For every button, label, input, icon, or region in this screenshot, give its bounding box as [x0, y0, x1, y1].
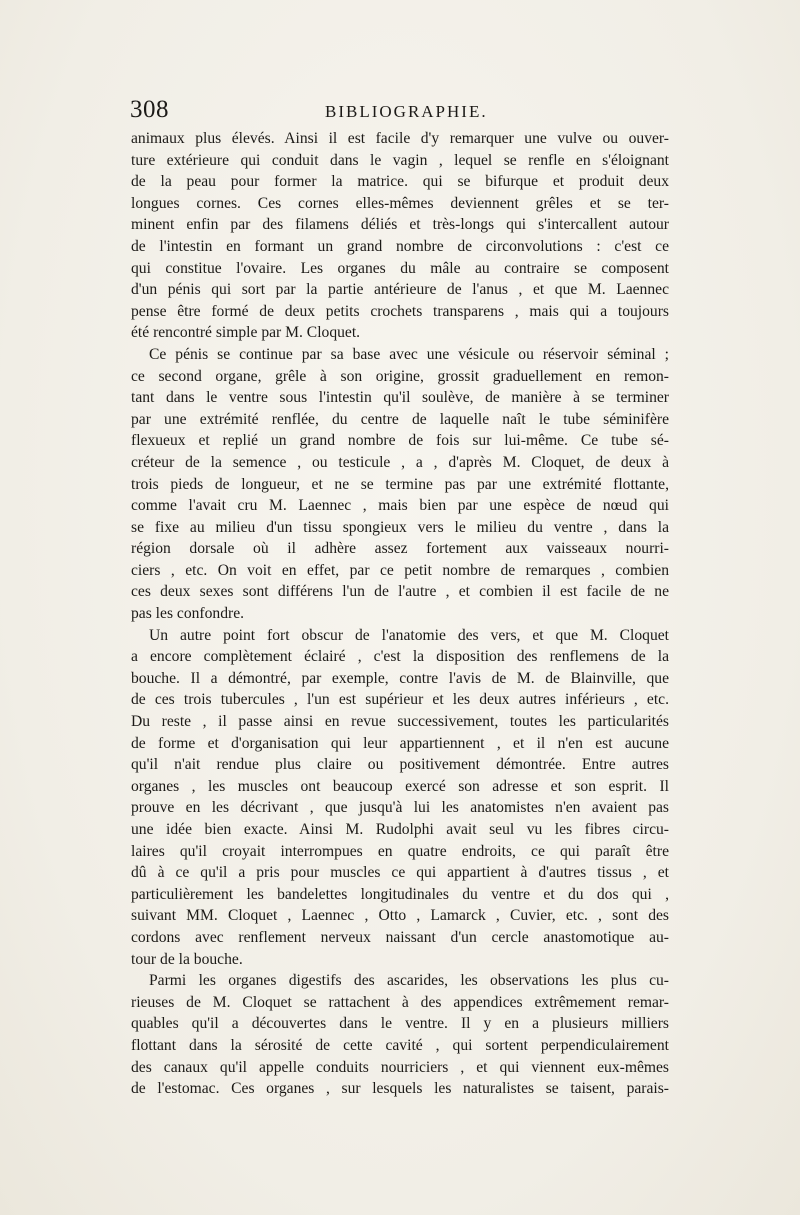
text-line: Du reste , il passe ainsi en revue successivement, toutes les particularités	[131, 713, 669, 731]
text-line: Parmi les organes digestifs des ascarides, les observations les plus cu-	[149, 972, 669, 990]
text-line: quables qu'il a découvertes dans le ventre. Il y en a plusieurs milliers	[131, 1015, 669, 1033]
text-line: tant dans le ventre sous l'intestin qu'il soulève, de manière à se terminer	[131, 389, 669, 407]
text-line: minent enfin par des filamens déliés et très-longs qui s'intercallent autour	[131, 216, 669, 234]
text-line: qu'il n'ait rendue plus claire ou positivement démontrée. Entre autres	[131, 756, 669, 774]
page-number: 308	[130, 96, 169, 123]
text-line: flottant dans la sérosité de cette cavité , qui sortent perpendiculairement	[131, 1036, 669, 1054]
text-line: a encore complètement éclairé , c'est la disposition des renflemens de la	[131, 648, 669, 666]
page-header	[130, 96, 670, 126]
text-line: de ces trois tubercules , l'un est supérieur et les deux autres inférieurs , etc.	[131, 691, 669, 709]
text-line: ces deux sexes sont différens l'un de l'autre , et combien il est facile de ne	[131, 583, 669, 601]
text-line: Ce pénis se continue par sa base avec une vésicule ou réservoir séminal ;	[149, 345, 669, 363]
text-line: rieuses de M. Cloquet se rattachent à des appendices extrêmement remar-	[131, 993, 669, 1011]
text-line: ciers , etc. On voit en effet, par ce petit nombre de remarques , combien	[131, 561, 669, 579]
paragraph-1	[131, 128, 669, 344]
text-line: une idée bien exacte. Ainsi M. Rudolphi avait seul vu les fibres circu-	[131, 821, 669, 838]
text-line: se fixe au milieu d'un tissu spongieux vers le milieu du ventre , dans la	[131, 518, 669, 536]
text-line: de l'estomac. Ces organes , sur lesquels les naturalistes se taisent, parais-	[131, 1080, 669, 1098]
text-line: pas les confondre.	[131, 605, 245, 623]
text-line: bouche. Il a démontré, par exemple, contre l'avis de M. de Blainville, que	[131, 669, 669, 687]
text-line: animaux plus élevés. Ainsi il est facile d'y remarquer une vulve ou ouver-	[131, 130, 669, 147]
text-line: qui constitue l'ovaire. Les organes du mâle au contraire se composent	[131, 259, 669, 277]
text-line: cordons avec renflement nerveux naissant d'un cercle anastomotique au-	[131, 928, 669, 946]
text-line: tour de la bouche.	[131, 950, 243, 968]
text-line: ture extérieure qui conduit dans le vagin , lequel se renfle en s'éloignant	[131, 151, 669, 169]
paragraph-4	[131, 970, 669, 1100]
text-line: longues cornes. Ces cornes elles-mêmes deviennent grêles et se ter-	[131, 194, 669, 212]
text-line: pense être formé de deux petits crochets transparens , mais qui a toujours	[131, 302, 669, 320]
paragraph-2	[131, 344, 669, 625]
text-line: dû à ce qu'il a pris pour muscles ce qui appartient à d'autres tissus , et	[131, 864, 669, 882]
text-line: région dorsale où il adhère assez fortement aux vaisseaux nourri-	[131, 540, 669, 558]
text-line: de la peau pour former la matrice. qui se bifurque et produit deux	[131, 173, 669, 191]
text-line: particulièrement les bandelettes longitudinales du ventre et du dos qui ,	[131, 885, 669, 903]
text-line: de forme et d'organisation qui leur appartiennent , et il n'en est aucune	[131, 734, 669, 752]
body-text	[131, 128, 669, 1100]
text-line: prouve en les décrivant , que jusqu'à lui les anatomistes n'en avaient pas	[131, 799, 669, 817]
text-line: organes , les muscles ont beaucoup exercé son adresse et son esprit. Il	[131, 777, 669, 795]
text-line: de l'intestin en formant un grand nombre de circonvolutions : c'est ce	[131, 237, 669, 255]
text-line: par une extrémité renflée, du centre de laquelle naît le tube séminifère	[131, 410, 669, 428]
text-line: Un autre point fort obscur de l'anatomie des vers, et que M. Cloquet	[149, 626, 669, 644]
text-line: flexueux et replié un grand nombre de fois sur lui-même. Ce tube sé-	[131, 432, 669, 450]
text-line: été rencontré simple par M. Cloquet.	[131, 324, 361, 342]
running-title: BIBLIOGRAPHIE.	[325, 102, 488, 121]
text-line: suivant MM. Cloquet , Laennec , Otto , Lamarck , Cuvier, etc. , sont des	[131, 907, 669, 925]
text-line: ce second organe, grêle à son origine, grossit graduellement en remon-	[131, 367, 669, 385]
text-line: comme l'avait cru M. Laennec , mais bien par une espèce de nœud qui	[131, 497, 669, 515]
text-line: laires qu'il croyait interrompues en quatre endroits, ce qui paraît être	[131, 842, 669, 860]
text-line: d'un pénis qui sort par la partie antérieure de l'anus , et que M. Laennec	[131, 281, 669, 299]
text-line: des canaux qu'il appelle conduits nourriciers , et qui viennent eux-mêmes	[131, 1058, 669, 1076]
text-line: créteur de la semence , ou testicule , a , d'après M. Cloquet, de deux à	[131, 453, 669, 471]
text-line: trois pieds de longueur, et ne se termine pas par une extrémité flottante,	[131, 475, 669, 493]
paragraph-3	[131, 625, 669, 971]
